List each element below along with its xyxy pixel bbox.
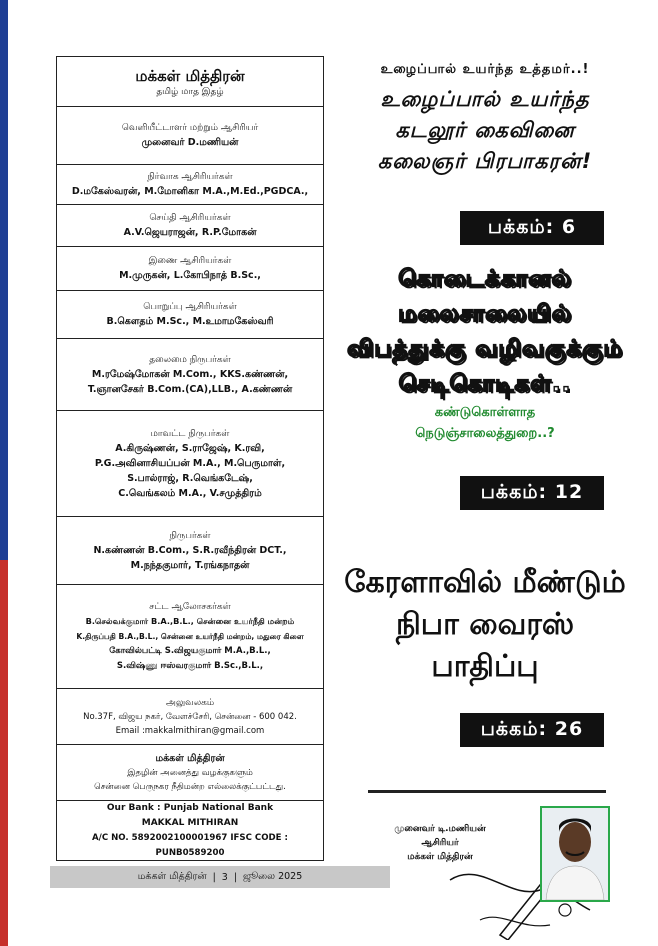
story-2-line-3: விபத்துக்கு வழிவகுக்கும் — [347, 336, 623, 362]
publisher-label: வெளியீட்டாளர் மற்றும் ஆசிரியர் — [121, 123, 259, 133]
rights-line-1: இதழின் அனைத்து வழக்குகளும் — [127, 768, 253, 778]
district-reporters-section — [57, 411, 323, 517]
bank-name: MAKKAL MITHIRAN — [141, 817, 239, 828]
story-3-page-badge[interactable]: பக்கம்: 26 — [460, 713, 604, 747]
story-3-line-3: பாதிப்பு — [431, 649, 539, 684]
admin-label: நிர்வாக ஆசிரியர்கள் — [147, 172, 233, 182]
office-email: Email :makkalmithiran@gmail.com — [115, 725, 265, 736]
person-portrait-icon — [542, 808, 608, 900]
resp-editors-section — [57, 291, 323, 339]
reporters-label: நிருபர்கள் — [169, 530, 211, 541]
story-3-line-2: நிபா வைரஸ் — [395, 607, 575, 642]
resp-label: பொறுப்பு ஆசிரியர்கள் — [143, 302, 237, 312]
story-3-line-1: கேரளாவில் மீண்டும் — [344, 565, 626, 600]
legal-names-4: S.விஷ்ணு ஈஸ்வரகுமார் B.Sc.,B.L., — [116, 660, 264, 671]
story-2-page-badge[interactable]: பக்கம்: 12 — [460, 476, 604, 510]
story-1-line-3: கலைஞர் பிரபாகரன்! — [377, 149, 593, 173]
district-names-2: P.G.அவினாசியப்பன் M.A., M.பெருமாள், — [94, 457, 286, 469]
story-2-line-2: மலைசாலையில் — [398, 301, 572, 327]
resp-names: B.கௌதம் M.Sc., M.உமாமகேஸ்வரி — [106, 316, 274, 327]
admin-names: D.மகேஸ்வரன், M.மோனிகா M.A.,M.Ed.,PGDCA., — [71, 186, 309, 197]
legal-names-1: B.செல்வக்குமார் B.A.,B.L., சென்னை உயர்நீதி மன்றம் — [85, 615, 295, 626]
reporters-names-1: N.கண்ணன் B.Com., S.R.ரவீந்திரன் DCT., — [93, 544, 287, 556]
story-3 — [330, 562, 640, 688]
editor-photo — [540, 806, 610, 902]
story-1-line-1: உழைப்பால் உயர்ந்த — [380, 87, 590, 111]
chief-reporters-section — [57, 339, 323, 411]
story-1-page-badge[interactable]: பக்கம்: 6 — [460, 211, 604, 245]
district-names-3: S.பால்ராஜ், R.வெங்கடேஷ், — [127, 472, 253, 484]
reporters-names-2: M.நந்தகுமார், T.ரங்கநாதன் — [130, 559, 250, 571]
legal-section — [57, 585, 323, 689]
bank-section — [57, 801, 323, 860]
assoc-label: இணை ஆசிரியர்கள் — [148, 256, 232, 266]
masthead-box — [56, 56, 324, 861]
office-section — [57, 689, 323, 745]
editor-paper: மக்கள் மித்திரன் — [407, 852, 473, 862]
rights-line-2: சென்னை பெருநகர நீதிமன்ற எல்லைக்குட்பட்டது. — [94, 782, 286, 792]
divider-rule — [368, 790, 606, 793]
chief-names-1: M.ரமேஷ்மோகன் M.Com., KKS.கண்ணன், — [91, 368, 289, 380]
legal-label: சட்ட ஆலோசகர்கள் — [149, 601, 231, 612]
chief-names-2: T.ஞானசேகர் B.Com.(CA),LLB., A.கண்ணன் — [87, 383, 293, 395]
story-2 — [330, 262, 640, 444]
paper-name: மக்கள் மித்திரன் — [135, 66, 245, 85]
editor-title: ஆசிரியர் — [421, 838, 459, 848]
admin-section — [57, 165, 323, 205]
office-address: No.37F, விஜய நகர், வேளச்சேரி, சென்னை - 600 042. — [83, 711, 297, 722]
rights-title: மக்கள் மித்திரன் — [155, 753, 225, 764]
chief-label: தலைமை நிருபர்கள் — [149, 354, 231, 365]
story-2-line-1: கொடைக்கானல் — [398, 266, 572, 292]
news-names: A.V.ஜெயராஜன், R.P.மோகன் — [123, 227, 257, 238]
district-names-1: A.கிருஷ்ணன், S.ராஜேஷ், K.ரவி, — [115, 442, 265, 454]
office-label: அலுவலகம் — [165, 697, 215, 708]
district-names-4: C.வெங்கலம் M.A., V.சமுத்திரம் — [118, 487, 262, 499]
reporters-section — [57, 517, 323, 585]
footer-sep-1: | — [212, 871, 216, 883]
assoc-names: M.முருகன், L.கோபிநாத் B.Sc., — [119, 270, 261, 281]
footer-sep-2: | — [233, 871, 238, 883]
news-label: செய்தி ஆசிரியர்கள் — [149, 213, 231, 223]
legal-names-2: K.திருப்பதி B.A.,B.L., சென்னை உயர்நீதி மன்றம், மதுரை கிளை — [76, 631, 304, 641]
left-edge-red-bar — [0, 560, 8, 946]
story-1 — [330, 62, 640, 177]
paper-subtitle: தமிழ் மாத இதழ் — [156, 86, 224, 97]
rights-section — [57, 745, 323, 801]
story-1-line-2: கடலூர் கைவினை — [395, 118, 575, 142]
editor-name: முனைவர் டி.மணியன் — [394, 824, 486, 834]
footer-paper: மக்கள் மித்திரன் — [137, 871, 207, 882]
legal-names-3: கோவில்பட்டி S.விஜயகுமார் M.A.,B.L., — [109, 645, 271, 656]
story-1-headline: உழைப்பால் உயர்ந்த உத்தமர்..! — [380, 62, 590, 77]
assoc-editors-section — [57, 247, 323, 291]
story-2-sub-1: கண்டுகொள்ளாத — [434, 405, 536, 420]
masthead-title-section — [57, 57, 323, 107]
district-label: மாவட்ட நிருபர்கள் — [150, 428, 230, 439]
story-2-sub-2: நெடுஞ்சாலைத்துறை..? — [415, 426, 555, 441]
bank-account: A/C NO. 5892002100001967 IFSC CODE : PUNB0589200 — [92, 832, 288, 858]
bank-line: Our Bank : Punjab National Bank — [106, 802, 274, 813]
publisher-section — [57, 107, 323, 165]
news-editors-section — [57, 205, 323, 247]
left-edge-blue-bar — [0, 0, 8, 560]
publisher-name: முனைவர் D.மணியன் — [141, 137, 239, 148]
footer-page-number: 3 — [221, 871, 228, 883]
story-2-line-4: செடிகொடிகள்.. — [398, 371, 572, 397]
page-footer — [50, 866, 390, 888]
footer-date: ஜூலை 2025 — [243, 871, 303, 882]
